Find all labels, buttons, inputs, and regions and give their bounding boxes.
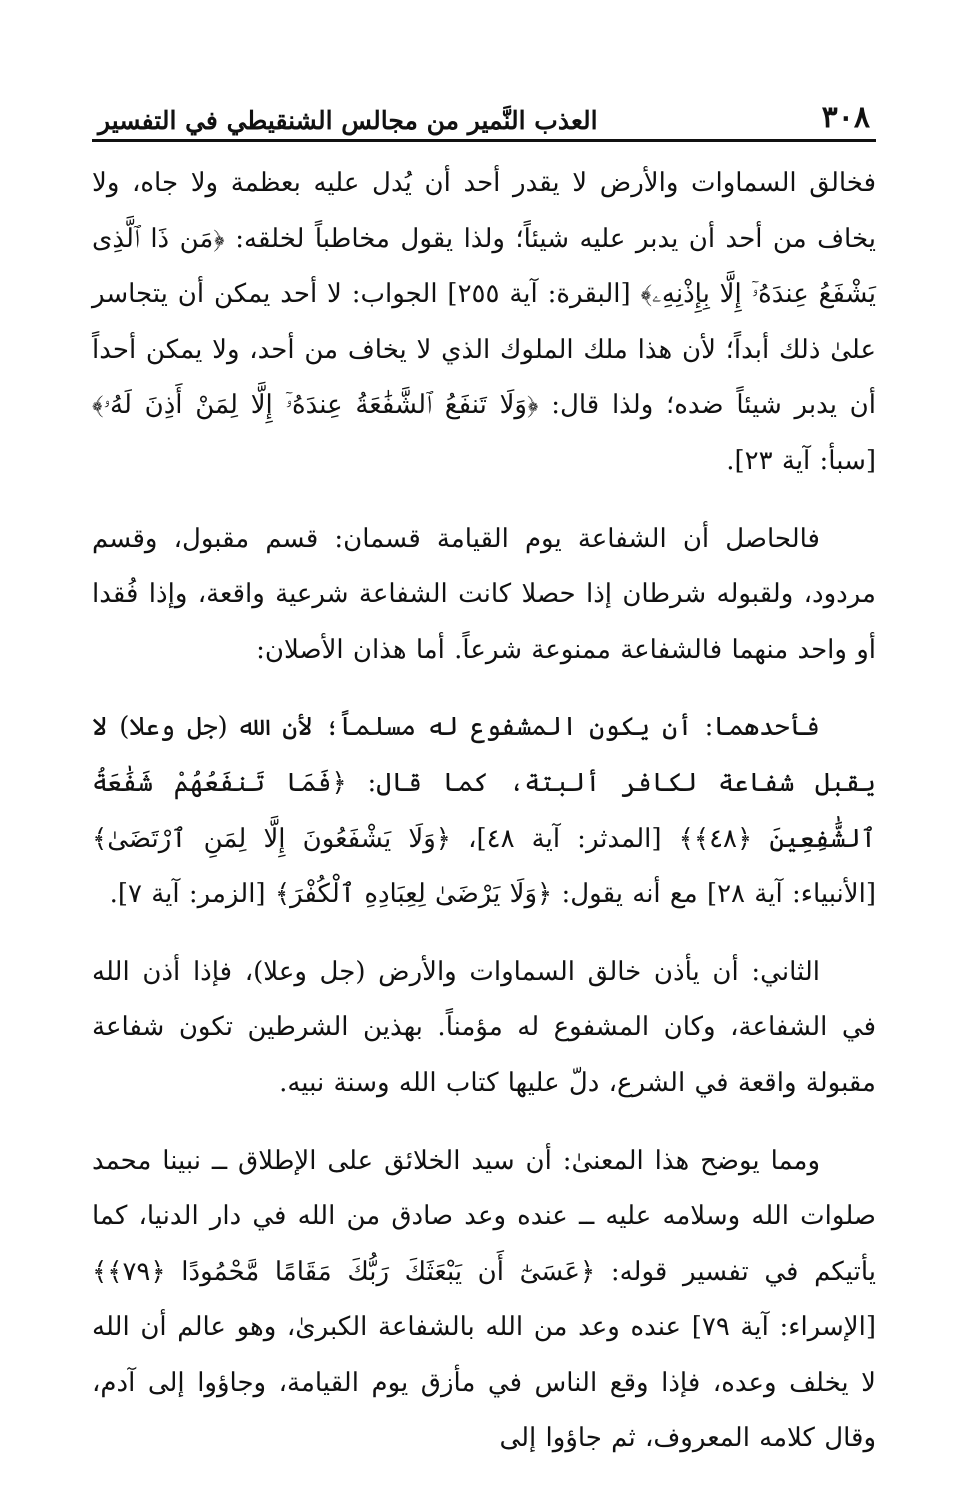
running-title: العذب النَّمير من مجالس الشنقيطي في التفسير [98,106,598,135]
page-number: ٣٠٨ [821,100,870,135]
body-text [92,156,876,1467]
paragraph-4: الثاني: أن يأذن خالق السماوات والأرض (جل وعلا)، فإذا أذن الله في الشفاعة، وكان المشفوع له مؤمناً. بهذين الشرطين تكون شفاعة مقبولة واقعة في الشرع، دلّ عليها كتاب الله وسنة نبيه. [92,956,876,1098]
page [92,86,876,1489]
paragraph-2: فالحاصل أن الشفاعة يوم القيامة قسمان: قسم مقبول، وقسم مردود، ولقبوله شرطان إذا حصلا كانت الشفاعة شرعية واقعة، وإذا فُقدا أو واحد منهما فالشفاعة ممنوعة شرعاً. أما هذان الأصلان: [92,523,876,665]
page-header [92,86,876,142]
paragraph-3: فأحدهما: أن يكون المشفوع له مسلماً؛ لأن الله (جل وعلا) لا يقبل شفاعة لكافر ألبتة، كما قال: ﴿فَمَا تَنفَعُهُمْ شَفَٰعَةُ ٱلشَّٰفِعِينَ ﴿٤٨﴾﴾ [المدثر: آية ٤٨]، ﴿وَلَا يَشْفَعُونَ إِلَّا لِمَنِ ٱرْتَضَىٰ﴾ [الأنبياء: آية ٢٨] مع أنه يقول: ﴿وَلَا يَرْضَىٰ لِعِبَادِهِ ٱلْكُفْرَ﴾ [الزمر: آية ٧]. [92,712,876,910]
paragraph-1: فخالق السماوات والأرض لا يقدر أحد أن يُدل عليه بعظمة ولا جاه، ولا يخاف من أحد أن يدبر عليه شيئاً؛ ولذا يقول مخاطباً لخلقه: ﴿مَن ذَا ٱلَّذِى يَشْفَعُ عِندَهُۥٓ إِلَّا بِإِذْنِهِۦ﴾ [البقرة: آية ٢٥٥] الجواب: لا أحد يمكن أن يتجاسر علىٰ ذلك أبداً؛ لأن هذا ملك الملوك الذي لا يخاف من أحد، ولا يمكن أحداً أن يدبر شيئاً ضده؛ ولذا قال: ﴿وَلَا تَنفَعُ ٱلشَّفَٰعَةُ عِندَهُۥٓ إِلَّا لِمَنْ أَذِنَ لَهُۥ﴾ [سبأ: آية ٢٣]. [92,168,876,476]
paragraph-5: ومما يوضح هذا المعنىٰ: أن سيد الخلائق على الإطلاق ــ نبينا محمد صلوات الله وسلامه عليه ــ عنده وعد صادق من الله في دار الدنيا، كما يأتيكم في تفسير قوله: ﴿عَسَىٰٓ أَن يَبْعَثَكَ رَبُّكَ مَقَامًا مَّحْمُودًا ﴿٧٩﴾﴾ [الإسراء: آية ٧٩] عنده وعد من الله بالشفاعة الكبرىٰ، وهو عالم أن الله لا يخلف وعده، فإذا وقع الناس في مأزق يوم القيامة، وجاؤوا إلى آدم، وقال كلامه المعروف، ثم جاؤوا إلى [92,1145,877,1454]
